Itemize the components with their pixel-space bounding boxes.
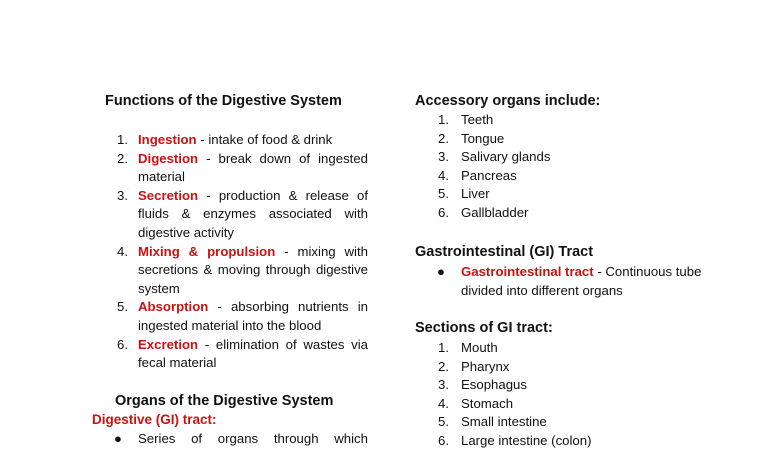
list-number: 2. — [438, 130, 449, 146]
list-item-text: Stomach — [461, 395, 514, 411]
list-item-text: Esophagus — [461, 377, 527, 393]
list-item — [415, 263, 705, 300]
list-number: 5. — [438, 414, 449, 430]
function-description: - absorbing nutrients in ingested material into the blood — [138, 299, 368, 333]
gi-bullet-list — [92, 430, 368, 449]
list-number: 2. — [117, 150, 128, 166]
list-item — [415, 395, 591, 414]
bullet-icon: ● — [114, 431, 122, 446]
accessory-heading: Accessory organs include: — [415, 93, 601, 109]
list-number: 5. — [438, 186, 449, 202]
list-item — [415, 432, 591, 451]
bullet-icon: ● — [437, 264, 445, 279]
list-number: 6. — [117, 336, 128, 352]
git-bullet-term: Gastrointestinal tract — [461, 264, 594, 279]
list-item — [415, 376, 591, 395]
function-term: Absorption — [138, 299, 209, 315]
function-description: - mixing with secretions & moving through digestive system — [138, 243, 368, 296]
list-item-text: Tongue — [461, 130, 505, 146]
list-number: 1. — [438, 112, 449, 127]
list-number: 3. — [117, 187, 128, 203]
list-item — [415, 148, 550, 167]
list-item — [92, 298, 368, 335]
list-item-text: Gallbladder — [461, 204, 529, 220]
function-term: Mixing & propulsion — [138, 243, 276, 259]
function-description: - intake of food & drink — [196, 132, 333, 147]
list-item-text: Pancreas — [461, 167, 517, 183]
list-number: 4. — [438, 395, 449, 411]
function-term: Digestion — [138, 150, 199, 166]
list-item — [92, 131, 368, 150]
list-item — [92, 150, 368, 187]
function-term: Ingestion — [138, 132, 197, 147]
list-number: 4. — [438, 167, 449, 183]
list-item — [415, 185, 550, 204]
organs-heading: Organs of the Digestive System — [115, 393, 334, 409]
list-item-text: Pharynx — [461, 358, 510, 374]
list-number: 4. — [117, 243, 128, 259]
list-number: 6. — [438, 204, 449, 220]
list-item — [415, 130, 550, 149]
git-bullet-list — [415, 263, 705, 300]
list-item — [415, 339, 591, 358]
list-item — [92, 336, 368, 373]
function-description: - break down of ingested material — [138, 150, 368, 185]
list-item-text: Small intestine — [461, 414, 547, 430]
functions-heading: Functions of the Digestive System — [105, 93, 342, 109]
list-item — [92, 243, 368, 299]
list-number: 3. — [438, 149, 449, 165]
list-number: 5. — [117, 299, 128, 315]
list-item — [415, 111, 550, 130]
list-number: 2. — [438, 358, 449, 374]
list-item — [92, 430, 368, 449]
list-number: 6. — [438, 432, 449, 448]
list-item-text: Large intestine (colon) — [461, 432, 592, 448]
list-item — [92, 187, 368, 243]
list-item — [415, 167, 550, 186]
function-term: Excretion — [138, 336, 199, 352]
list-item — [415, 358, 591, 377]
list-item-text: Teeth — [461, 112, 494, 127]
git-heading: Gastrointestinal (GI) Tract — [415, 244, 594, 260]
sections-list — [415, 339, 591, 451]
accessory-list — [415, 111, 550, 223]
list-item-text: Mouth — [461, 340, 498, 355]
git-bullet-text: - Continuous tube divided into different organs — [461, 264, 702, 298]
list-number: 3. — [438, 377, 449, 393]
sections-heading: Sections of GI tract: — [415, 320, 553, 336]
functions-list — [92, 131, 368, 373]
list-number: 1. — [117, 132, 128, 147]
function-description: - production & release of fluids & enzymes associated with digestive activity — [138, 187, 368, 240]
list-number: 1. — [438, 340, 449, 355]
list-item — [415, 413, 591, 432]
gi-bullet-text: Series of organs through which — [138, 431, 368, 446]
gi-subheading: Digestive (GI) tract: — [92, 412, 217, 427]
list-item — [415, 204, 550, 223]
list-item-text: Liver — [461, 186, 490, 202]
function-term: Secretion — [138, 187, 199, 203]
list-item-text: Salivary glands — [461, 149, 551, 165]
function-description: - elimination of wastes via fecal material — [138, 336, 368, 371]
